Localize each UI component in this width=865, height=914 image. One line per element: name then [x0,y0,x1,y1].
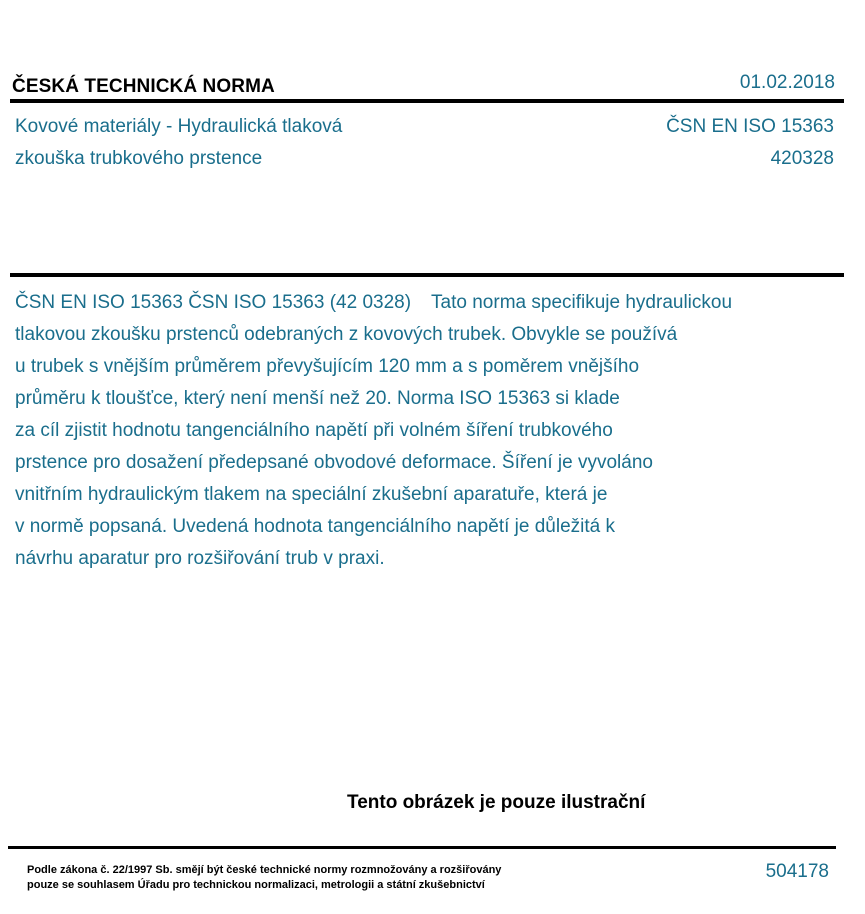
abstract-line: návrhu aparatur pro rozšiřování trub v praxi. [15,548,385,569]
abstract-text: Tato norma specifikuje hydraulickou [431,292,733,313]
norm-title-line-1: Kovové materiály - Hydraulická tlaková [15,116,343,137]
abstract-line: za cíl zjistit hodnotu tangenciálního napětí při volném šíření trubkového [15,420,613,441]
footer-divider [8,846,836,849]
header-divider [10,99,844,103]
abstract-line [15,287,845,319]
abstract-line: vnitřním hydraulickým tlakem na speciální zkušební aparatuře, která je [15,484,608,505]
norm-designation: ČSN EN ISO 15363 ČSN ISO 15363 (42 0328) [15,292,412,313]
section-divider [10,273,844,277]
norm-class-number: 420328 [770,148,834,169]
norm-title-line-2: zkouška trubkového prstence [15,148,263,169]
abstract [15,287,845,575]
legal-notice-line-1: Podle zákona č. 22/1997 Sb. smějí být české technické normy rozmnožovány a rozšiřovány [27,864,502,876]
abstract-line: prstence pro dosažení předepsané obvodové deformace. Šíření je vyvoláno [15,452,653,473]
illustration-disclaimer: Tento obrázek je pouze ilustrační [347,792,646,813]
abstract-line: tlakovou zkoušku prstenců odebraných z kovových trubek. Obvykle se používá [15,324,678,345]
norm-code: ČSN EN ISO 15363 [666,116,834,137]
document-type-title: ČESKÁ TECHNICKÁ NORMA [12,76,275,97]
abstract-line: průměru k tloušťce, který není menší než 20. Norma ISO 15363 si klade [15,388,620,409]
publication-date: 01.02.2018 [739,72,835,93]
abstract-line: u trubek s vnějším průměrem převyšujícím 120 mm a s poměrem vnějšího [15,356,640,377]
document-number: 504178 [765,861,829,882]
legal-notice-line-2: pouze se souhlasem Úřadu pro technickou normalizaci, metrologii a státní zkušebnictví [27,879,485,891]
abstract-line: v normě popsaná. Uvedená hodnota tangenciálního napětí je důležitá k [15,516,615,537]
legal-notice [27,863,501,893]
